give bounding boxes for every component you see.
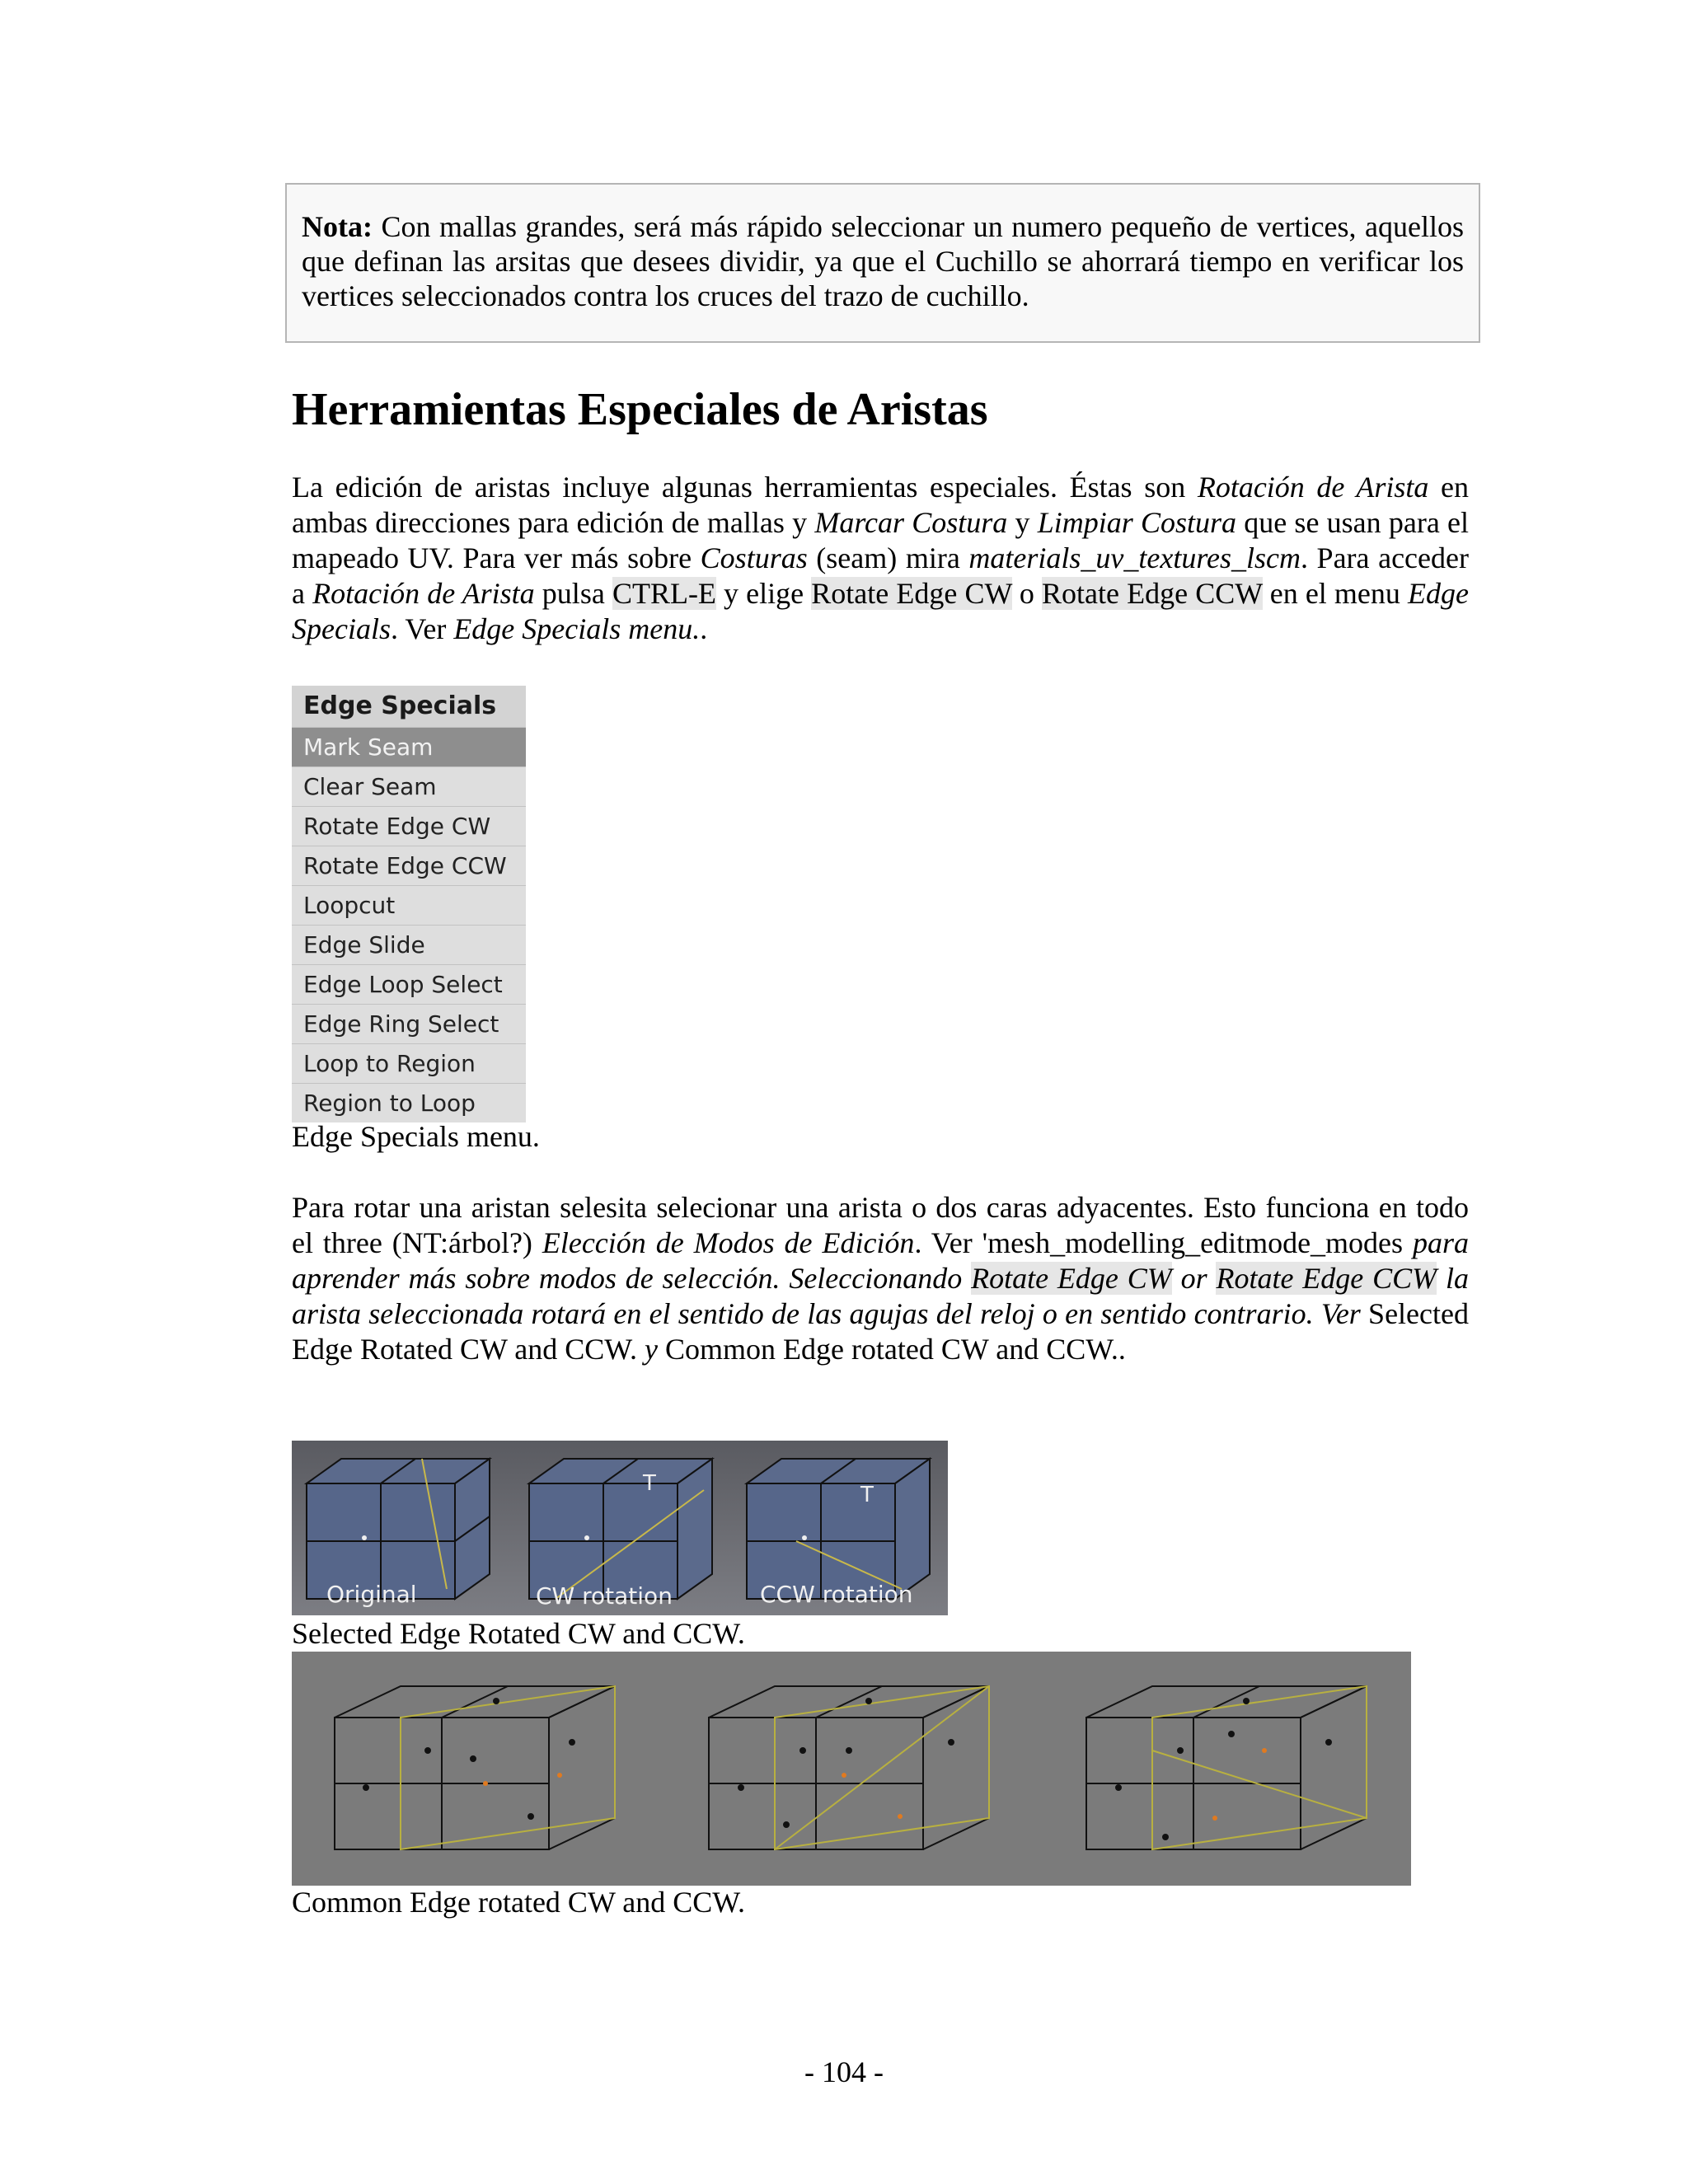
common-edge-figure [292, 1652, 1411, 1886]
menu-ref-rotate-ccw-2: Rotate Edge CCW [1216, 1262, 1437, 1295]
menu-ref-rotate-ccw: Rotate Edge CCW [1042, 577, 1263, 610]
menu-item-rotate-edge-ccw[interactable]: Rotate Edge CCW [292, 846, 526, 885]
figure2-caption: Common Edge rotated CW and CCW. [292, 1886, 745, 1919]
marker-t-2: T [860, 1483, 874, 1507]
box-cw [529, 1459, 712, 1599]
page-number: - 104 - [804, 2055, 884, 2088]
note-box [285, 183, 1480, 343]
menu-item-edge-slide[interactable]: Edge Slide [292, 925, 526, 964]
note-label: Nota: [302, 210, 373, 243]
label-original: Original [326, 1581, 417, 1608]
intro-paragraph: La edición de aristas incluye algunas herramientas especiales. Éstas son Rotación de Arista en ambas direcciones para edición de mallas y Marcar Costura y Limpiar Costura que se usan para el mapeado UV. Para ver más sobre Costuras (seam) mira materials_uv_textures_lscm. Para acceder a Rotación de Arista pulsa CTRL-E y elige Rotate Edge CW o Rotate Edge CCW en el menu Edge Specials. Ver Edge Specials menu.. [292, 471, 1470, 645]
menu-title: Edge Specials [292, 686, 526, 727]
section-heading: Herramientas Especiales de Aristas [292, 384, 988, 435]
edge-specials-menu [292, 686, 526, 1118]
box-ccw [747, 1459, 930, 1599]
menu-item-edge-loop-select[interactable]: Edge Loop Select [292, 964, 526, 1004]
menu-ref-rotate-cw: Rotate Edge CW [811, 577, 1012, 610]
label-ccw-rotation: CCW rotation [760, 1581, 913, 1608]
menu-item-edge-ring-select[interactable]: Edge Ring Select [292, 1004, 526, 1043]
rotate-paragraph: Para rotar una aristan selesita selecionar una arista o dos caras adyacentes. Esto funciona en todo el three (NT:árbol?) Elección de Modos de Edición. Ver 'mesh_modelling_editmode_modes para aprender más sobre modos de selección. Seleccionando Rotate Edge CW or Rotate Edge CCW la arista seleccionada rotará en el sentido de las agujas del reloj o en sentido contrario. Ver Selected Edge Rotated CW and CCW. y Common Edge rotated CW and CCW.. [292, 1191, 1469, 1366]
menu-item-loopcut[interactable]: Loopcut [292, 885, 526, 925]
figure1-caption: Selected Edge Rotated CW and CCW. [292, 1617, 745, 1650]
label-cw-rotation: CW rotation [536, 1582, 673, 1610]
box-original [307, 1459, 490, 1599]
menu-item-clear-seam[interactable]: Clear Seam [292, 766, 526, 806]
selected-edge-figure [292, 1441, 948, 1615]
common-edge-illustration [292, 1652, 1411, 1886]
selected-edge-illustration [292, 1441, 948, 1615]
note-text: Con mallas grandes, será más rápido seleccionar un numero pequeño de vertices, aquellos que definan las arsitas que desees dividir, ya que el Cuchillo se ahorrará tiempo en verificar los vertices seleccionados contra los cruces del trazo de cuchillo. [302, 210, 1464, 312]
menu-item-mark-seam[interactable]: Mark Seam [292, 727, 526, 766]
menu-item-rotate-edge-cw[interactable]: Rotate Edge CW [292, 806, 526, 846]
menu-caption: Edge Specials menu. [292, 1120, 540, 1153]
key-ctrl-e: CTRL-E [612, 577, 716, 610]
menu-item-loop-to-region[interactable]: Loop to Region [292, 1043, 526, 1083]
menu-item-region-to-loop[interactable]: Region to Loop [292, 1083, 526, 1122]
marker-t-1: T [643, 1471, 656, 1496]
menu-ref-rotate-cw-2: Rotate Edge CW [971, 1262, 1172, 1295]
